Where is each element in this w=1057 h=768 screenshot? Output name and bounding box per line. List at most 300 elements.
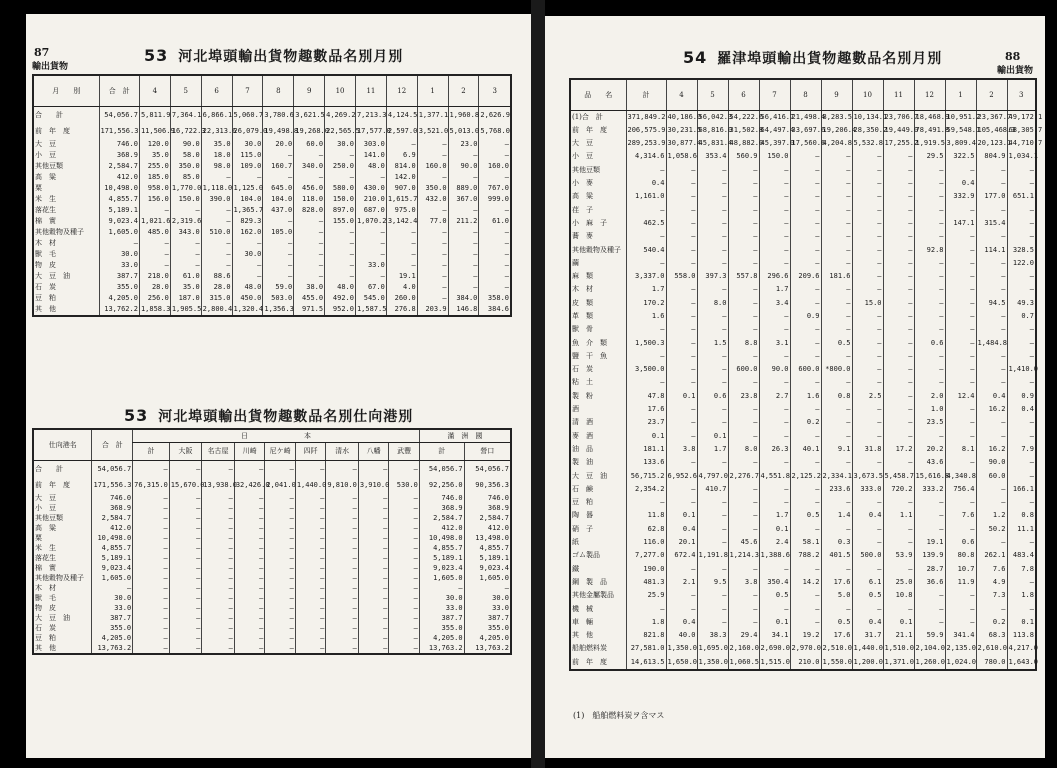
table-cell: 19.2 — [790, 629, 821, 642]
table-cell: 7.6 — [945, 509, 976, 522]
table-cell: 746.0 — [92, 493, 133, 503]
row-label: 高 粱 — [570, 190, 626, 203]
table-cell: — — [852, 536, 883, 549]
table-cell: 1,605.0 — [99, 227, 139, 238]
table-cell: — — [265, 643, 296, 654]
table-cell: — — [1007, 177, 1036, 190]
table-cell: 43.6 — [914, 456, 945, 469]
table-cell: — — [666, 177, 697, 190]
table-cell: 31.8 — [852, 443, 883, 456]
table-cell: — — [697, 177, 728, 190]
table-cell: 1.1 — [883, 509, 914, 522]
table-row — [570, 656, 1036, 670]
table-cell: — — [170, 260, 201, 271]
table-cell: — — [358, 583, 389, 593]
table-cell: — — [358, 523, 389, 533]
t2-header-4: 名古屋 — [202, 443, 235, 461]
table-cell: 28.0 — [201, 282, 232, 293]
table-cell: — — [295, 563, 326, 573]
table-cell: — — [728, 164, 759, 177]
table-cell: — — [265, 533, 296, 543]
table-cell: — — [945, 203, 976, 216]
table-cell: 358.0 — [479, 293, 511, 304]
table-cell: 9,810.0 — [326, 477, 359, 493]
table-cell: 166.1 — [1007, 483, 1036, 496]
table-cell: — — [852, 243, 883, 256]
table-cell: — — [697, 203, 728, 216]
table-row — [570, 310, 1036, 323]
table-cell: 1.7 — [697, 443, 728, 456]
table-cell: — — [852, 217, 883, 230]
table-cell: 0.1 — [666, 509, 697, 522]
table-cell: — — [626, 164, 666, 177]
table-cell: 54,056.7 — [99, 107, 139, 124]
table-cell: 59,548.1 — [945, 124, 976, 137]
table-cell: 9.1 — [821, 443, 852, 456]
table-cell: 2,800.4 — [201, 304, 232, 316]
table-row — [33, 304, 511, 316]
table-cell: 1,125.0 — [233, 184, 264, 192]
table-cell: — — [697, 323, 728, 336]
table-cell: — — [697, 243, 728, 256]
table-row — [570, 629, 1036, 642]
table-row — [33, 238, 511, 249]
table-cell: 412.0 — [419, 523, 464, 533]
table-cell: 64,497.4 — [759, 124, 790, 137]
table-cell: 2,104.0 — [914, 642, 945, 655]
table-cell: — — [883, 563, 914, 576]
table-cell: 780.0 — [976, 656, 1007, 670]
row-label: 酒 — [570, 403, 626, 416]
table-cell: 2,690.0 — [759, 642, 790, 655]
table-cell: — — [417, 293, 448, 304]
row-label: 皮 類 — [570, 297, 626, 310]
table-cell: 1.8 — [626, 616, 666, 629]
table-cell: 190.0 — [626, 563, 666, 576]
table-cell: — — [202, 553, 235, 563]
table-cell: — — [883, 350, 914, 363]
table-cell: — — [976, 483, 1007, 496]
table-cell: 19.1 — [386, 271, 417, 282]
table-cell: 1,410.0 — [1007, 363, 1036, 376]
table-cell: — — [666, 310, 697, 323]
table-cell: 27,581.0 — [626, 642, 666, 655]
table-cell: — — [790, 589, 821, 602]
table-cell: 80.8 — [945, 549, 976, 562]
row-label: 棉 實 — [33, 563, 92, 573]
row-label: 大 豆 — [570, 137, 626, 150]
table-cell: 384.0 — [448, 293, 479, 304]
table-cell: — — [666, 203, 697, 216]
table-cell: — — [821, 456, 852, 469]
table-cell: 1,260.0 — [914, 656, 945, 670]
table-cell: 432.0 — [417, 194, 448, 205]
table-row — [570, 416, 1036, 429]
table-cell: 328.5 — [1007, 243, 1036, 256]
table-53a — [32, 74, 512, 317]
table-cell: — — [883, 217, 914, 230]
table-cell: 3,337.0 — [626, 270, 666, 283]
table-cell: — — [263, 249, 294, 260]
table-cell: — — [169, 523, 202, 533]
table-cell: — — [355, 249, 386, 260]
table-cell: 19,449.0 — [883, 124, 914, 137]
table-cell: — — [914, 496, 945, 509]
table-cell: — — [697, 217, 728, 230]
t1-header-11: 1 — [417, 75, 448, 107]
table-cell: 256.0 — [139, 293, 170, 304]
table-cell: 29.5 — [914, 150, 945, 163]
table-cell: 430.0 — [355, 183, 386, 194]
table-cell: — — [852, 430, 883, 443]
table-cell: 0.7 — [1007, 310, 1036, 323]
t3-header-10: 12 — [914, 79, 945, 111]
table-cell: — — [821, 150, 852, 163]
table-cell: 0.4 — [666, 523, 697, 536]
table-cell: 14,613.5 — [626, 656, 666, 670]
table-cell: — — [358, 461, 389, 478]
table-cell: — — [169, 533, 202, 543]
table-cell: 11.9 — [945, 576, 976, 589]
row-label: 革 類 — [570, 310, 626, 323]
row-label: 其他穀物及種子 — [33, 573, 92, 583]
table-cell: — — [133, 623, 170, 633]
table-row — [33, 613, 511, 623]
table-cell: 387.7 — [419, 613, 464, 623]
table-cell: 3,809.4 — [945, 137, 976, 150]
table-cell: 1.6 — [626, 310, 666, 323]
table-cell: 4,314.6 — [626, 150, 666, 163]
table-cell: 341.4 — [945, 629, 976, 642]
t3-header-13: 3 — [1007, 79, 1036, 111]
table-cell: — — [202, 513, 235, 523]
table-cell: 9,023.4 — [419, 563, 464, 573]
table-cell: 0.4 — [626, 177, 666, 190]
table-cell: — — [234, 583, 265, 593]
row-label: 其他金屬製品 — [570, 589, 626, 602]
table-cell: — — [821, 602, 852, 615]
row-label: 合 計 — [33, 107, 99, 124]
table-cell: 2.1 — [666, 576, 697, 589]
table-cell: — — [265, 461, 296, 478]
table-cell: 296.6 — [759, 270, 790, 283]
t2-header-total: 合 計 — [92, 429, 133, 461]
table-cell: — — [386, 260, 417, 271]
table-cell: 15,670.0 — [169, 477, 202, 493]
table-cell: 3,142.4 — [387, 217, 418, 225]
table-cell: 1,024.0 — [945, 656, 976, 670]
table-cell: 1,034.1 — [1007, 150, 1036, 163]
table-cell: — — [976, 602, 1007, 615]
table-cell: 2,125.2 — [790, 469, 821, 482]
table-53b-title — [124, 406, 413, 426]
table-cell: 49,172.1 — [1007, 111, 1036, 125]
table-row — [570, 177, 1036, 190]
table-cell: — — [852, 190, 883, 203]
table-cell: 30.0 — [92, 593, 133, 603]
table-row — [33, 603, 511, 613]
table-cell: 1,356.3 — [263, 304, 294, 316]
table-cell: 68,816.0 — [697, 124, 728, 137]
table-54 — [569, 78, 1043, 671]
table-cell: 88.6 — [201, 271, 232, 282]
table-row — [33, 563, 511, 573]
table-cell: 1,605.0 — [464, 573, 511, 583]
table-cell: — — [728, 523, 759, 536]
t3-header-7: 9 — [821, 79, 852, 111]
table-cell: — — [728, 589, 759, 602]
table-cell: 387.7 — [464, 613, 511, 623]
table-cell: — — [133, 553, 170, 563]
row-label: 前 年 度 — [33, 123, 99, 139]
table-cell: — — [945, 416, 976, 429]
table-cell: 1,770.0 — [171, 184, 202, 192]
row-label: 木 材 — [33, 583, 92, 593]
table-cell: — — [234, 643, 265, 654]
table-cell: — — [417, 271, 448, 282]
table-cell: — — [976, 230, 1007, 243]
table-cell: — — [358, 533, 389, 543]
table-cell: — — [852, 203, 883, 216]
table-cell: — — [883, 230, 914, 243]
table-cell: — — [326, 573, 359, 583]
table-row — [570, 164, 1036, 177]
table-row — [33, 183, 511, 194]
table-cell: — — [821, 403, 852, 416]
table-cell: 4.9 — [976, 576, 1007, 589]
table-cell: 35.0 — [170, 282, 201, 293]
table-cell: — — [325, 238, 356, 249]
table-cell: — — [265, 603, 296, 613]
table-53a-number: 53 — [144, 46, 169, 65]
table-cell: — — [202, 503, 235, 513]
table-cell: 210.0 — [790, 656, 821, 670]
table-cell: 150.0 — [325, 194, 356, 205]
table-cell: 410.7 — [697, 483, 728, 496]
t1-header-8: 10 — [325, 75, 356, 107]
table-cell: — — [790, 190, 821, 203]
table-cell: — — [326, 643, 359, 654]
table-cell: 67.0 — [355, 282, 386, 293]
table-cell: — — [1007, 283, 1036, 296]
table-cell: — — [295, 461, 326, 478]
table-cell: — — [759, 416, 790, 429]
table-cell: — — [1007, 602, 1036, 615]
table-cell: — — [666, 563, 697, 576]
table-cell: — — [448, 227, 479, 238]
table-cell: — — [914, 323, 945, 336]
table-cell: 767.0 — [479, 183, 511, 194]
table-cell: — — [295, 593, 326, 603]
t3-header-0: 品 名 — [570, 79, 626, 111]
table-cell: — — [697, 376, 728, 389]
table-row — [570, 137, 1036, 150]
table-cell: — — [326, 603, 359, 613]
table-cell: — — [883, 416, 914, 429]
t1-header-7: 9 — [294, 75, 325, 107]
table-cell: — — [294, 260, 325, 271]
table-cell: 61.0 — [170, 271, 201, 282]
t2-header-port: 仕向港名 — [33, 429, 92, 461]
table-cell: 1,587.5 — [355, 304, 386, 316]
row-label: 麻 類 — [570, 270, 626, 283]
table-cell: — — [626, 602, 666, 615]
table-row — [33, 271, 511, 282]
table-row — [570, 124, 1036, 137]
table-cell: 672.4 — [666, 549, 697, 562]
row-label: 荏 子 — [570, 203, 626, 216]
table-row — [33, 260, 511, 271]
left-page-number: 87 — [34, 46, 50, 59]
table-cell: 333.0 — [852, 483, 883, 496]
table-cell: — — [945, 602, 976, 615]
table-cell: 1,350.0 — [666, 642, 697, 655]
t2-group-manchukuo: 滿 洲 國 — [419, 429, 511, 443]
table-cell: 12.4 — [945, 390, 976, 403]
t1-header-3: 5 — [170, 75, 201, 107]
table-row — [33, 249, 511, 260]
table-cell: 25.9 — [626, 589, 666, 602]
table-cell: — — [202, 573, 235, 583]
table-cell: 11,506.9 — [139, 123, 170, 139]
table-cell: — — [790, 243, 821, 256]
table-cell: — — [295, 493, 326, 503]
table-cell: 952.0 — [325, 304, 356, 316]
table-cell: 303.0 — [355, 139, 386, 150]
table-cell: — — [464, 583, 511, 593]
table-cell: 6.1 — [852, 576, 883, 589]
table-cell: 1,960.8 — [448, 107, 479, 124]
table-cell: 32,426.0 — [234, 477, 265, 493]
table-cell: — — [728, 257, 759, 270]
table-cell: 56,715.2 — [626, 469, 666, 482]
table-cell: 85.0 — [170, 172, 201, 183]
row-label: 油 品 — [570, 443, 626, 456]
table-cell: — — [790, 177, 821, 190]
table-cell: — — [295, 583, 326, 593]
table-cell: — — [883, 363, 914, 376]
table-cell: — — [666, 589, 697, 602]
table-cell: — — [626, 496, 666, 509]
table-cell: 1.5 — [697, 336, 728, 349]
row-label: 獸 毛 — [33, 593, 92, 603]
table-cell: 58.1 — [790, 536, 821, 549]
table-cell: — — [945, 230, 976, 243]
table-cell: 2,584.7 — [92, 513, 133, 523]
table-cell: — — [294, 216, 325, 227]
table-cell: — — [1007, 430, 1036, 443]
table-cell: 332.9 — [945, 190, 976, 203]
table-cell: — — [821, 217, 852, 230]
table-cell: 23.0 — [448, 139, 479, 150]
table-cell: 1.4 — [821, 509, 852, 522]
table-cell: 350.0 — [170, 161, 201, 172]
table-cell: — — [417, 139, 448, 150]
table-cell: — — [728, 483, 759, 496]
table-cell: — — [170, 249, 201, 260]
table-cell: — — [295, 553, 326, 563]
t2-group-japan-a: 日 — [241, 431, 249, 440]
table-cell: 350.4 — [759, 576, 790, 589]
table-cell: 3,673.5 — [852, 469, 883, 482]
row-label: 小 麥 — [570, 177, 626, 190]
table-cell: 31.7 — [852, 629, 883, 642]
table-cell: — — [295, 613, 326, 623]
table-cell: — — [976, 283, 1007, 296]
table-cell: — — [666, 336, 697, 349]
table-cell: — — [728, 297, 759, 310]
table-cell: — — [697, 403, 728, 416]
table-cell: — — [389, 583, 420, 593]
table-cell: 8.1 — [945, 443, 976, 456]
table-cell: — — [852, 230, 883, 243]
table-cell: 2,584.7 — [464, 513, 511, 523]
table-cell: — — [358, 603, 389, 613]
table-cell: — — [728, 230, 759, 243]
table-cell: 38.0 — [294, 282, 325, 293]
table-cell: — — [479, 238, 511, 249]
table-cell: — — [626, 257, 666, 270]
table-cell: — — [852, 456, 883, 469]
table-cell: 181.6 — [821, 270, 852, 283]
table-cell: 48.0 — [325, 282, 356, 293]
table-cell: 116.0 — [626, 536, 666, 549]
table-cell: 60.0 — [294, 139, 325, 150]
row-label: 獸 毛 — [33, 249, 99, 260]
table-row — [33, 493, 511, 503]
table-cell: — — [355, 271, 386, 282]
table-row — [33, 643, 511, 654]
table-cell: 6,866.1 — [201, 107, 232, 124]
table-cell: 5.0 — [821, 589, 852, 602]
table-cell: — — [790, 297, 821, 310]
table-cell: 30.0 — [325, 139, 356, 150]
table-row — [570, 363, 1036, 376]
table-cell: — — [666, 323, 697, 336]
table-cell: 77.0 — [417, 216, 448, 227]
table-cell: — — [666, 190, 697, 203]
table-cell: — — [821, 350, 852, 363]
table-cell: — — [914, 602, 945, 615]
table-cell: 1,515.0 — [759, 656, 790, 670]
table-cell: — — [326, 523, 359, 533]
table-cell: 2,626.9 — [479, 107, 511, 124]
row-label: 大 豆 油 — [33, 271, 99, 282]
t1-header-2: 4 — [139, 75, 170, 107]
table-cell: 105.0 — [263, 227, 294, 238]
table-cell: 1,350.0 — [697, 656, 728, 670]
table-cell: — — [133, 613, 170, 623]
table-cell: 412.0 — [99, 172, 139, 183]
table-cell: — — [666, 363, 697, 376]
table-cell: — — [914, 270, 945, 283]
table-cell: 13,938.0 — [202, 477, 235, 493]
table-cell: 2,584.7 — [419, 513, 464, 523]
table-cell: — — [295, 573, 326, 583]
table-cell: — — [133, 573, 170, 583]
t2-header-3: 大阪 — [169, 443, 202, 461]
table-cell: — — [326, 533, 359, 543]
table-cell: — — [389, 533, 420, 543]
table-cell: — — [914, 589, 945, 602]
row-label: ゴム製品 — [570, 549, 626, 562]
table-cell: — — [389, 553, 420, 563]
row-label: 石 鹸 — [570, 483, 626, 496]
table-cell: — — [169, 583, 202, 593]
table-cell: — — [790, 483, 821, 496]
table-cell: — — [883, 310, 914, 323]
table-cell: — — [139, 260, 170, 271]
